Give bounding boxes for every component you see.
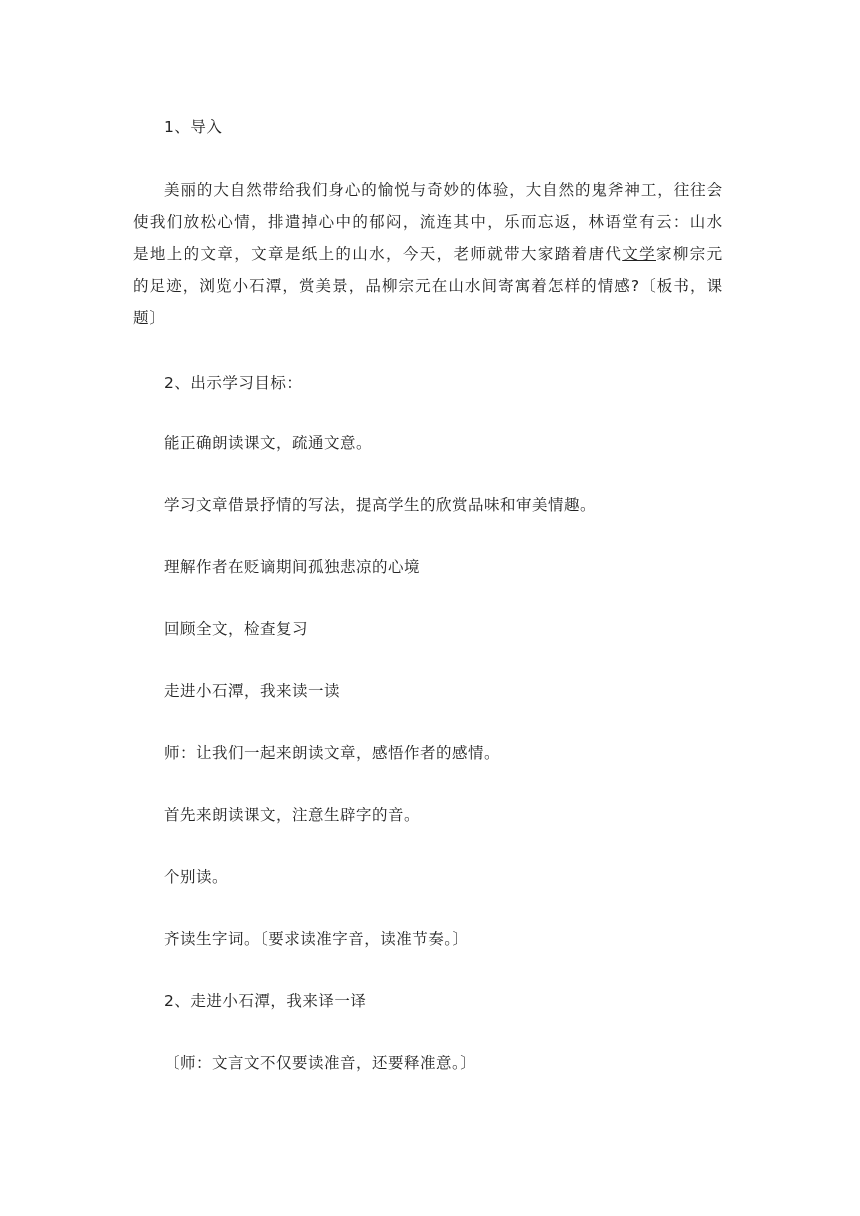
translation-section-title: 2、走进小石潭，我来译一译 xyxy=(164,992,367,1010)
teacher-note-line: 〔师：文言文不仅要读准音，还要释准意。〕 xyxy=(164,1054,477,1072)
objective-line: 学习文章借景抒情的写法，提高学生的欣赏品味和审美情趣。 xyxy=(164,496,597,514)
intro-paragraph xyxy=(133,174,723,334)
instruction-line: 个别读。 xyxy=(164,868,229,886)
heading-objectives: 2、出示学习目标： xyxy=(164,374,303,392)
intro-text-start: 美丽的大自然带给我们身心的愉悦与奇妙的体验，大自然的鬼斧神工，往往会使我们放松心情，排遣掉心中的郁闷，流连其中，乐而忘返，林语堂有云：山水是地上的文章，文章是纸上的山水，今天，老师就带大家踏着唐代 xyxy=(133,181,723,263)
instruction-line: 首先来朗读课文，注意生辟字的音。 xyxy=(164,806,421,824)
literature-link[interactable]: 文学 xyxy=(622,245,656,263)
teacher-line: 师：让我们一起来朗读文章，感悟作者的感情。 xyxy=(164,744,501,762)
review-line: 回顾全文，检查复习 xyxy=(164,620,309,638)
heading-intro: 1、导入 xyxy=(164,118,223,136)
reading-section-title: 走进小石潭，我来读一读 xyxy=(164,682,341,700)
objective-line: 能正确朗读课文，疏通文意。 xyxy=(164,434,373,452)
instruction-line: 齐读生字词。〔要求读准字音，读准节奏。〕 xyxy=(164,930,469,948)
objective-line: 理解作者在贬谪期间孤独悲凉的心境 xyxy=(164,558,421,576)
intro-text-end: 家柳宗元的足迹，浏览小石潭，赏美景，品柳宗元在山水间寄寓着怎样的情感?〔板书，课题〕 xyxy=(133,245,723,327)
